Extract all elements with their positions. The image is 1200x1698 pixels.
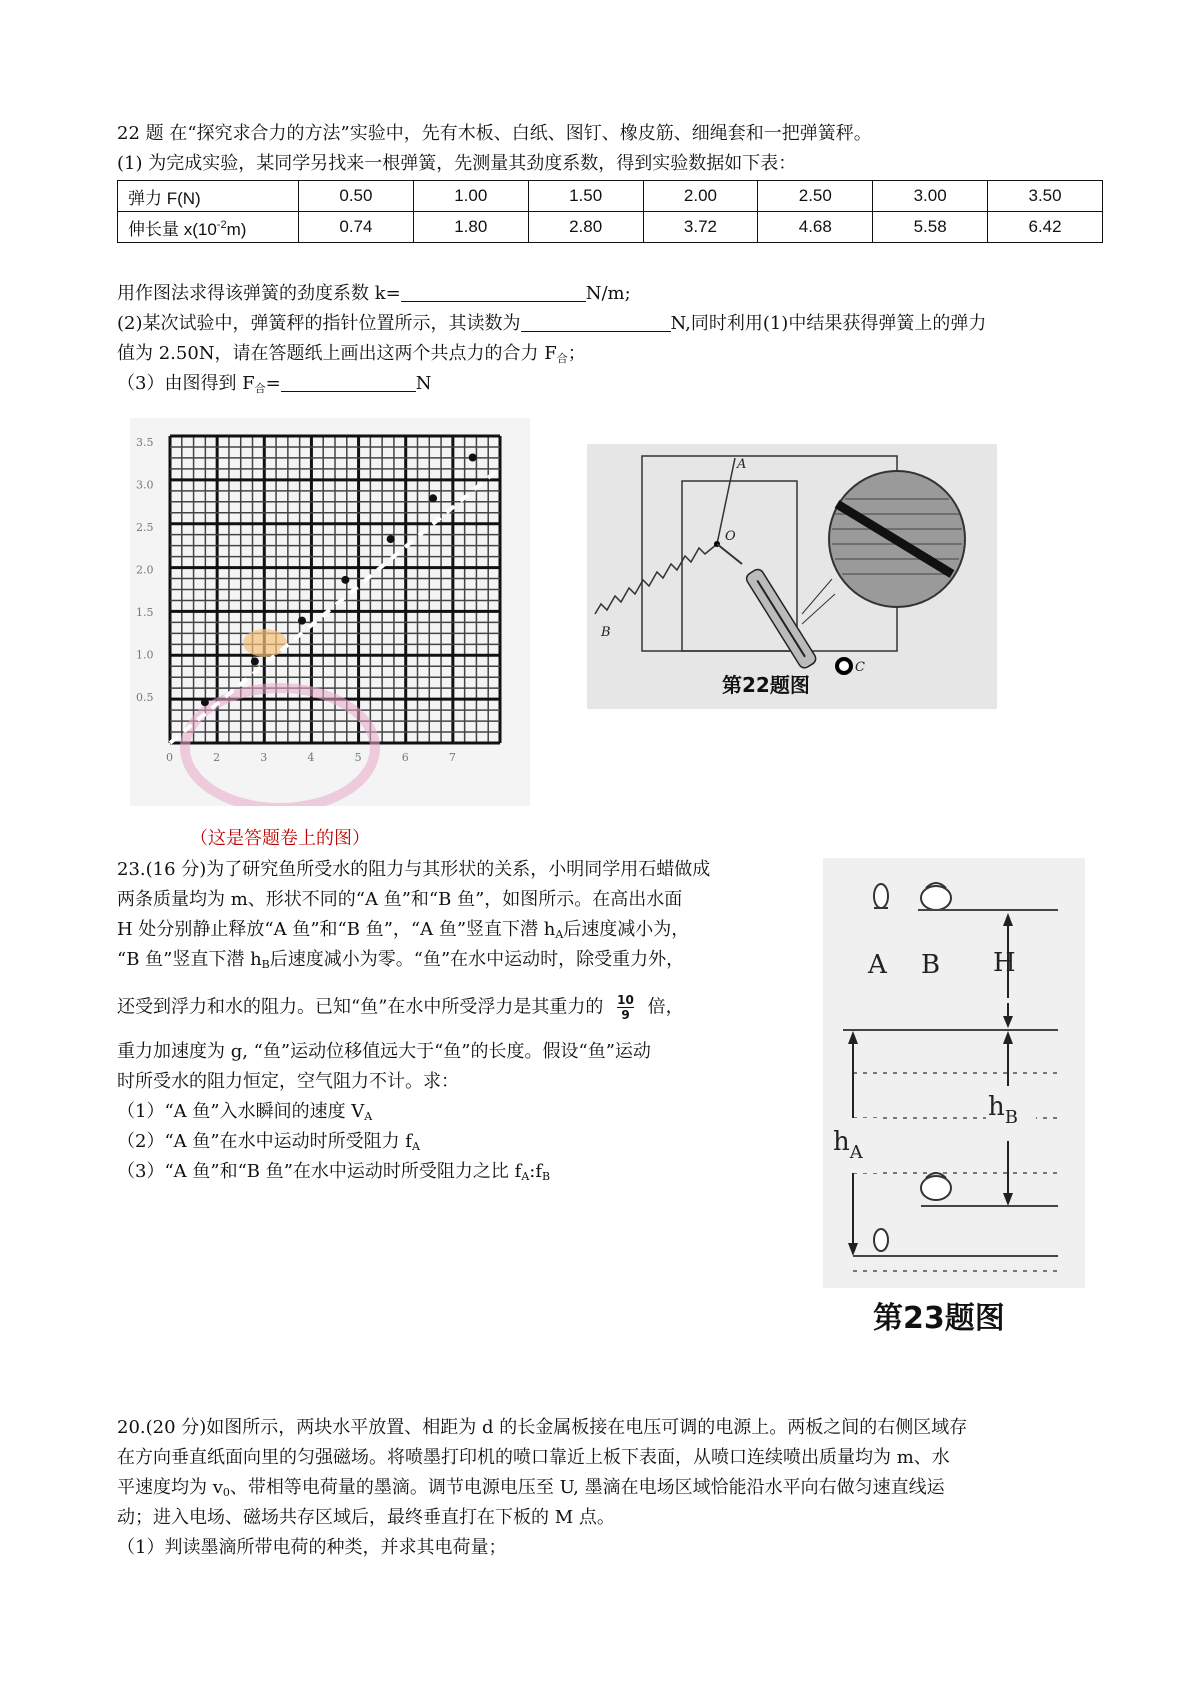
- table-cell: 4.68: [758, 212, 873, 243]
- label-hB-sub: B: [1004, 1107, 1018, 1128]
- data-point: [251, 657, 259, 665]
- label-hA-sub: A: [849, 1142, 863, 1163]
- text: “B 鱼”竖直下潜 h: [117, 949, 262, 970]
- label-A: A: [737, 457, 747, 472]
- table-cell: 3.72: [643, 212, 758, 243]
- y-tick-label: 3.5: [136, 436, 154, 449]
- x-tick-label: 4: [307, 751, 315, 764]
- table-cell: 2.50: [758, 181, 873, 212]
- data-point: [469, 453, 477, 461]
- x-tick-label: 3: [260, 751, 268, 764]
- text: H 处分别静止释放“A 鱼”和“B 鱼”，“A 鱼”竖直下潜 h: [117, 919, 556, 940]
- q20-line3: [117, 1476, 945, 1505]
- x-tick-label: 7: [448, 751, 456, 764]
- data-point: [429, 494, 437, 502]
- fraction-denominator: 9: [621, 1008, 630, 1022]
- y-tick-label: 1.5: [136, 606, 154, 620]
- q22-part1: (1) 为完成实验，某同学另找来一根弹簧，先测量其劲度系数，得到实验数据如下表：: [117, 153, 797, 174]
- table-cell: 6.42: [988, 212, 1103, 243]
- header-text: 伸长量 x(10: [128, 219, 217, 239]
- header-superscript: -2: [216, 218, 227, 231]
- answer-blank[interactable]: [521, 313, 671, 332]
- y-tick-label: 3.0: [136, 478, 154, 492]
- q23-line5: [117, 993, 684, 1022]
- subscript: 合: [254, 382, 266, 395]
- q23-question1: [117, 1100, 372, 1129]
- table-row: [118, 212, 1103, 243]
- label-hA-letter: h: [833, 1127, 850, 1157]
- text: （3）“A 鱼”和“B 鱼”在水中运动时所受阻力之比 f: [117, 1161, 522, 1182]
- y-tick-label: 0.5: [136, 691, 154, 705]
- data-point: [298, 617, 306, 625]
- y-tick-label: 1.0: [136, 648, 154, 662]
- text: 还受到浮力和水的阻力。已知“鱼”在水中所受浮力是其重力的: [117, 996, 604, 1018]
- q22-intro: 22 题 在“探究求合力的方法”实验中，先有木板、白纸、图钉、橡皮筋、细绳套和一把弹簧秤。: [117, 123, 872, 144]
- q23-fish-figure: [823, 858, 1085, 1338]
- text: （2）“A 鱼”在水中运动时所受阻力 f: [117, 1131, 412, 1152]
- p2b-text: 值为 2.50N，请在答题纸上画出这两个共点力的合力 F: [117, 343, 557, 364]
- q20-line1: 20.(20 分)如图所示，两块水平放置、相距为 d 的长金属板接在电压可调的电源上。两板之间的右侧区域存: [117, 1417, 968, 1438]
- p2-text: (2)某次试验中，弹簧秤的指针位置所示，其读数为: [117, 313, 521, 334]
- subscript: A: [555, 928, 564, 941]
- figure-22-caption: 第22题图: [722, 673, 810, 697]
- label-B: B: [601, 625, 611, 640]
- fish-a-icon: [874, 884, 888, 908]
- text: :f: [529, 1161, 543, 1182]
- q22-part2b: [117, 342, 586, 371]
- watermark-mark: [243, 629, 287, 657]
- header-text: m): [226, 219, 247, 239]
- fish-a-bottom-icon: [874, 1229, 888, 1251]
- graph-caption: （这是答题卷上的图）: [190, 828, 370, 849]
- q23-line7: 时所受水的阻力恒定，空气阻力不计。求：: [117, 1071, 459, 1092]
- table-cell: 3.00: [873, 181, 988, 212]
- q23-line2: 两条质量均为 m、形状不同的“A 鱼”和“B 鱼”，如图所示。在高出水面: [117, 889, 683, 910]
- x-tick-label: 6: [401, 751, 409, 764]
- ring-C: [837, 659, 851, 673]
- table-cell: 2.00: [643, 181, 758, 212]
- text: 平速度均为 v: [117, 1477, 223, 1498]
- subscript: 0: [222, 1486, 230, 1499]
- table-cell: 2.80: [528, 212, 643, 243]
- p2b-end: ；: [567, 343, 586, 364]
- table-cell: 0.50: [299, 181, 414, 212]
- k-unit: N/m;: [585, 283, 631, 304]
- spring-data-table: [117, 180, 1103, 243]
- table-cell: 1.50: [528, 181, 643, 212]
- text: 、带相等电荷量的墨滴。调节电源电压至 U, 墨滴在电场区域恰能沿水平向右做匀速直线运: [229, 1477, 945, 1498]
- text: 后速度减小为零。“鱼”在水中运动时，除受重力外，: [269, 949, 685, 970]
- text: 后速度减小为，: [563, 919, 690, 940]
- y-tick-label: 2.5: [136, 521, 154, 535]
- data-point: [201, 698, 209, 706]
- q22-part2a: [117, 312, 986, 336]
- p3-text: （3）由图得到 F: [117, 373, 255, 394]
- x-tick-label: 0: [166, 751, 173, 764]
- figure-23-caption: 第23题图: [873, 1301, 1005, 1336]
- q23-question3: [117, 1160, 550, 1189]
- q23-line6: 重力加速度为 g, “鱼”运动位移值远大于“鱼”的长度。假设“鱼”运动: [117, 1041, 651, 1062]
- q22-part3: [117, 372, 432, 401]
- subscript: A: [411, 1140, 420, 1153]
- label-A: A: [868, 950, 887, 980]
- table-header-force: 弹力 F(N): [118, 181, 299, 212]
- q23-line4: [117, 948, 684, 977]
- subscript: A: [364, 1110, 373, 1123]
- fraction: [617, 993, 634, 1022]
- table-cell: 5.58: [873, 212, 988, 243]
- table-cell: 1.80: [413, 212, 528, 243]
- answer-blank[interactable]: [281, 373, 416, 392]
- q23-line3: [117, 918, 689, 947]
- y-tick-label: 2.0: [136, 563, 154, 577]
- spring-graph-figure: [130, 418, 530, 806]
- label-O: O: [725, 529, 736, 544]
- subscript: B: [261, 958, 270, 971]
- label-B: B: [921, 950, 941, 980]
- table-cell: 0.74: [299, 212, 414, 243]
- fraction-numerator: 10: [617, 993, 634, 1007]
- data-point: [341, 576, 349, 584]
- q22-k-line: [117, 282, 631, 306]
- p3-unit: N: [415, 373, 432, 394]
- table-row: [118, 181, 1103, 212]
- q20-line2: 在方向垂直纸面向里的匀强磁场。将喷墨打印机的喷口靠近上板下表面，从喷口连续喷出质量均为 m、水: [117, 1447, 950, 1468]
- p2-text: N,同时利用(1)中结果获得弹簧上的弹力: [670, 313, 987, 334]
- label-C: C: [855, 660, 865, 675]
- label-H: H: [993, 948, 1016, 978]
- table-cell: 1.00: [413, 181, 528, 212]
- q23-question2: [117, 1130, 420, 1159]
- subscript: B: [542, 1170, 551, 1183]
- p3-eq: =: [265, 373, 281, 394]
- text: （1）“A 鱼”入水瞬间的速度 V: [117, 1101, 365, 1122]
- text: 倍，: [647, 996, 684, 1018]
- subscript: 合: [556, 352, 568, 365]
- q20-line4: 动；进入电场、磁场共存区域后，最终垂直打在下板的 M 点。: [117, 1507, 615, 1528]
- q20-line5: （1）判读墨滴所带电荷的种类，并求其电荷量；: [117, 1537, 507, 1558]
- q22-apparatus-figure: [587, 444, 997, 709]
- answer-blank[interactable]: [401, 283, 586, 302]
- subscript: A: [521, 1170, 530, 1183]
- table-cell: 3.50: [988, 181, 1103, 212]
- data-point: [387, 535, 395, 543]
- x-tick-label: 5: [354, 751, 362, 764]
- table-header-extension: [118, 212, 299, 243]
- x-tick-label: 2: [213, 751, 221, 764]
- k-text: 用作图法求得该弹簧的劲度系数 k=: [117, 283, 401, 304]
- label-hB-letter: h: [988, 1092, 1005, 1122]
- q23-line1: 23.(16 分)为了研究鱼所受水的阻力与其形状的关系，小明同学用石蜡做成: [117, 859, 711, 880]
